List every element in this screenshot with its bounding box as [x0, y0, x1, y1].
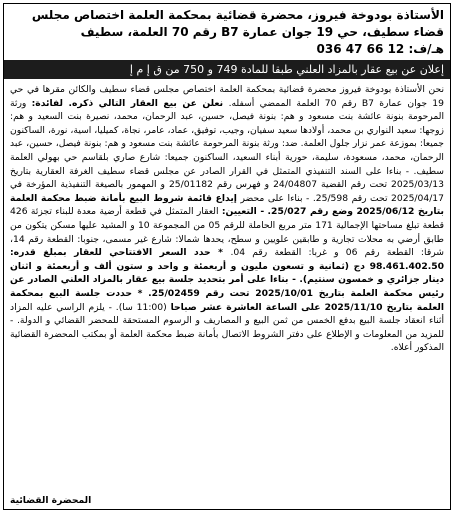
- property-description: العقار المتمثل في قطعة أرضية معدة للبناء تجزئة 426 قطعة تبلغ مساحتها الإجمالية 171 متر مربع الحاملة للرقم 05 من المجموعة 10 و المشيد عليها مسكن يتكون من طابق أرضي به محلات تجارية و طابقين علويين و سطح، يحدها شمالا: شارع غير مسمى، جنوبا: القطعة رقم 14، شرقا: القطعة رقم 06 و غربا: القطعة رقم 04.: [10, 206, 444, 259]
- bailiff-office-line: الأستاذة بودوخة فيروز، محضرة قضائية بمحكمة العلمة اختصاص مجلس: [31, 8, 444, 22]
- deposit-statement: إيداع قائمة شروط البيع بأمانة ضبط محكمة العلمة بتاريخ 2025/06/12 وضع رقم 25/027.: [10, 192, 444, 218]
- bailiff-phone: هـ/ف: 12 66 47 036: [316, 42, 444, 56]
- auction-notice: [3, 3, 451, 510]
- intro-text: نحن الأستاذة بودوخة فيروز محضرة قضائية بمحكمة العلمة اختصاص مجلس قضاء سطيف والكائن مقرها في حي 19 جوان عمارة B7 رقم 70 العلمة الممضي أسفله.: [10, 84, 444, 109]
- price-and-session: * حدد السعر الافتتاحي للعقار بمبلغ قدره: 98.461.402.50 دج (ثمانية و تسعون مليون و أربعمئة و واحد و ستون ألف و أربعمئة و اثنان دينار جزائري و خمسون سنتيم). - بناءا على أمر بتحديد جلسة بيع عقار بالمزاد العلني الصادر عن رئيس محكمة العلمة بتاريخ 2025/10/01 تحت رقم 25/02459. * حددت جلسة البيع بمحكمة العلمة بتاريخ 2025/11/10 على الساعة العاشرة عشر صباحا: [10, 247, 444, 313]
- signature-label: المحضرة القضائية: [10, 495, 92, 506]
- designation-label: - التعيين:: [221, 206, 265, 218]
- notice-header: [4, 4, 450, 58]
- bailiff-address-line: قضاء سطيف، حي 19 جوان عمارة B7 رقم 70 العلمة، سطيف: [80, 25, 444, 39]
- parties-text: ورثة المرحومة بنونة عائشة بنت مسعود و هم: بنونة فيصل، حسين، عبد الرحمان، محمد، نصيرة بنت السعيد و هم: زوجها: سعيد النواري بن محمد، أولادها سعيد سفيان، وجيب، توفيق، عماد، عامر، نجاة، كميليا، اسية، نورة، الساكنون جميعا: بموزعة عمر نزار جلول العلمة. ضد: ورثة بنونة المرحومة عائشة بنت مسعود و هم: بنونة فيصل، حسين، عبد الرحمان، محمد، مسعودة، سليمة، حورية أبناء السعيد، الساكنون جميعا: شارع صاري بلقاسم حي بهولي العلمة سطيف. - بناءا على السند التنفيذي المتمثل في القرار الصادر عن مجلس قضاء سطيف الغرفة العقارية بتاريخ 2025/03/13 تحت رقم القضية 24/04807 و فهرس رقم 25/01182 و المهمور بالصيغة التنفيذية المؤرخة في 2025/04/17 تحت رقم 25/598. - بناءا على محضر: [10, 97, 444, 204]
- conditions-text: (11:00 سا). - يلزم الراسي عليه المزاد أثناء انعقاد جلسة البيع بدفع الخمس من ثمن البيع و المصاريف و الرسوم المستحقة للمحضر القضائي و الدولة. - للمزيد من المعلومات و الإطلاع على دفتر الشروط الاتصال بأمانة ضبط محكمة العلمة أو بمكتب المحضرة القضائية المذكور أعلاه.: [10, 301, 444, 354]
- intro-paragraph: [10, 83, 444, 355]
- intro-bold-text: نعلن عن بيع العقار التالي ذكره. لفائدة:: [31, 97, 229, 109]
- notice-title-banner: إعلان عن بيع عقار بالمزاد العلني طبقا للمادة 749 و 750 من ق إ م إ: [4, 60, 450, 79]
- notice-body: [4, 79, 450, 355]
